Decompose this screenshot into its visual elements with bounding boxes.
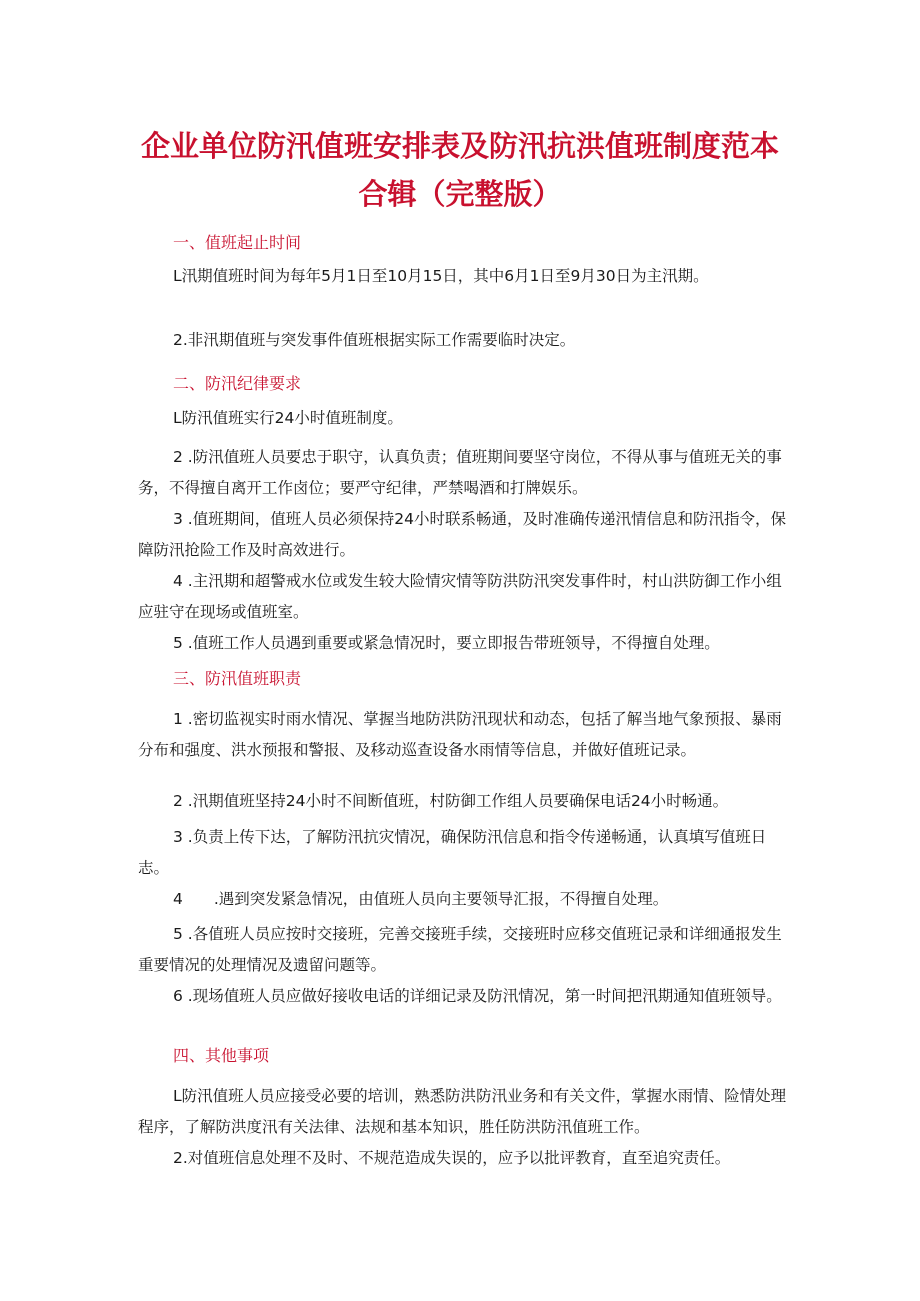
paragraph: L防汛值班人员应接受必要的培训，熟悉防洪防汛业务和有关文件，掌握水雨情、险情处理程序，了解防洪度汛有关法律、法规和基本知识，胜任防洪防汛值班工作。 bbox=[138, 1087, 787, 1136]
paragraph: 2 .汛期值班坚持24小时不间断值班，村防御工作组人员要确保电话24小时畅通。 bbox=[173, 792, 729, 810]
paragraph: 6 .现场值班人员应做好接收电话的详细记录及防汛情况，第一时间把汛期通知值班领导。 bbox=[173, 987, 782, 1005]
paragraph: 3 .负责上传下达，了解防汛抗灾情况，确保防汛信息和指令传递畅通，认真填写值班日志。 bbox=[138, 828, 767, 877]
paragraph: 1 .密切监视实时雨水情况、掌握当地防洪防汛现状和动态，包括了解当地气象预报、暴雨分布和强度、洪水预报和警报、及移动巡查设备水雨情等信息，并做好值班记录。 bbox=[138, 710, 782, 759]
paragraph: 5 .各值班人员应按时交接班，完善交接班手续，交接班时应移交值班记录和详细通报发生重要情况的处理情况及遗留问题等。 bbox=[138, 925, 782, 974]
paragraph: L防汛值班实行24小时值班制度。 bbox=[173, 409, 403, 427]
paragraph: 3 .值班期间，值班人员必须保持24小时联系畅通，及时准确传递汛情信息和防汛指令，保障防汛抢险工作及时高效进行。 bbox=[138, 510, 786, 559]
paragraph: 2.对值班信息处理不及时、不规范造成失误的，应予以批评教育，直至追究责任。 bbox=[173, 1149, 731, 1167]
paragraph: 2 .防汛值班人员要忠于职守，认真负责；值班期间要坚守岗位，不得从事与值班无关的事务，不得擅自离开工作卤位；要严守纪律，严禁喝酒和打牌娱乐。 bbox=[138, 448, 782, 497]
document-title-line1: 企业单位防汛值班安排表及防汛抗洪值班制度范本 bbox=[140, 129, 779, 163]
paragraph: 2.非汛期值班与突发事件值班根据实际工作需要临时决定。 bbox=[173, 331, 576, 349]
section-heading-4: 四、其他事项 bbox=[173, 1046, 270, 1065]
paragraph: 4 .遇到突发紧急情况，由值班人员向主要领导汇报，不得擅自处理。 bbox=[173, 890, 669, 908]
document-title-line2: 合辑（完整版） bbox=[358, 177, 562, 211]
section-heading-1: 一、值班起止时间 bbox=[173, 233, 302, 252]
paragraph: 4 .主汛期和超警戒水位或发生较大险情灾情等防洪防汛突发事件时，村山洪防御工作小组应驻守在现场或值班室。 bbox=[138, 572, 782, 621]
section-heading-2: 二、防汛纪律要求 bbox=[173, 374, 302, 393]
paragraph: L汛期值班时间为每年5月1日至10月15日，其中6月1日至9月30日为主汛期。 bbox=[173, 267, 709, 285]
section-heading-3: 三、防汛值班职责 bbox=[173, 669, 302, 688]
paragraph: 5 .值班工作人员遇到重要或紧急情况时，要立即报告带班领导，不得擅自处理。 bbox=[173, 634, 720, 652]
